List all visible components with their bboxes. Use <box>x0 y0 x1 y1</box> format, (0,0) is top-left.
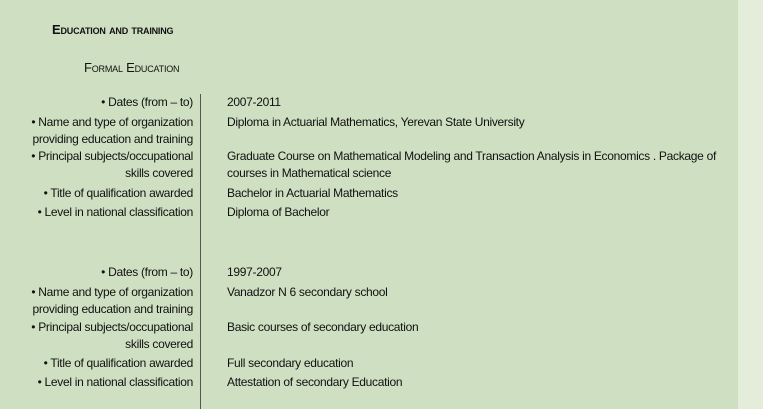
entry-organization: Diploma in Actuarial Mathematics, Yerevan State University <box>227 115 525 129</box>
column-divider <box>200 94 201 409</box>
label-qualification: • Title of qualification awarded <box>43 186 193 200</box>
section-title: Education and training <box>52 22 174 37</box>
label-organization-line2: providing education and training <box>32 302 193 316</box>
entry-level: Diploma of Bachelor <box>227 205 330 219</box>
entry-subjects: Basic courses of secondary education <box>227 320 419 334</box>
label-subjects-line1: • Principal subjects/occupational <box>31 149 193 163</box>
label-dates: • Dates (from – to) <box>101 95 193 109</box>
label-subjects <box>31 148 193 182</box>
label-organization <box>31 284 193 318</box>
label-subjects-line2: skills covered <box>125 166 193 180</box>
sub-section-title: Formal Education <box>84 60 180 75</box>
label-organization-line1: • Name and type of organization <box>31 115 193 129</box>
entry-organization: Vanadzor N 6 secondary school <box>227 285 388 299</box>
label-organization-line2: providing education and training <box>32 132 193 146</box>
entry-subjects: Graduate Course on Mathematical Modeling and Transaction Analysis in Economics . Package of courses in Mathematical science <box>227 149 716 180</box>
entry-level: Attestation of secondary Education <box>227 375 403 389</box>
entry-qualification: Bachelor in Actuarial Mathematics <box>227 186 398 200</box>
label-organization-line1: • Name and type of organization <box>31 285 193 299</box>
label-level: • Level in national classification <box>37 375 193 389</box>
label-subjects <box>31 319 193 353</box>
page-margin <box>738 0 763 409</box>
label-subjects-line2: skills covered <box>125 337 193 351</box>
entry-dates: 2007-2011 <box>227 95 281 109</box>
label-qualification: • Title of qualification awarded <box>43 356 193 370</box>
label-organization <box>31 114 193 148</box>
entry-dates: 1997-2007 <box>227 265 282 279</box>
label-dates: • Dates (from – to) <box>101 265 193 279</box>
label-subjects-line1: • Principal subjects/occupational <box>31 320 193 334</box>
entry-qualification: Full secondary education <box>227 356 354 370</box>
label-level: • Level in national classification <box>37 205 193 219</box>
